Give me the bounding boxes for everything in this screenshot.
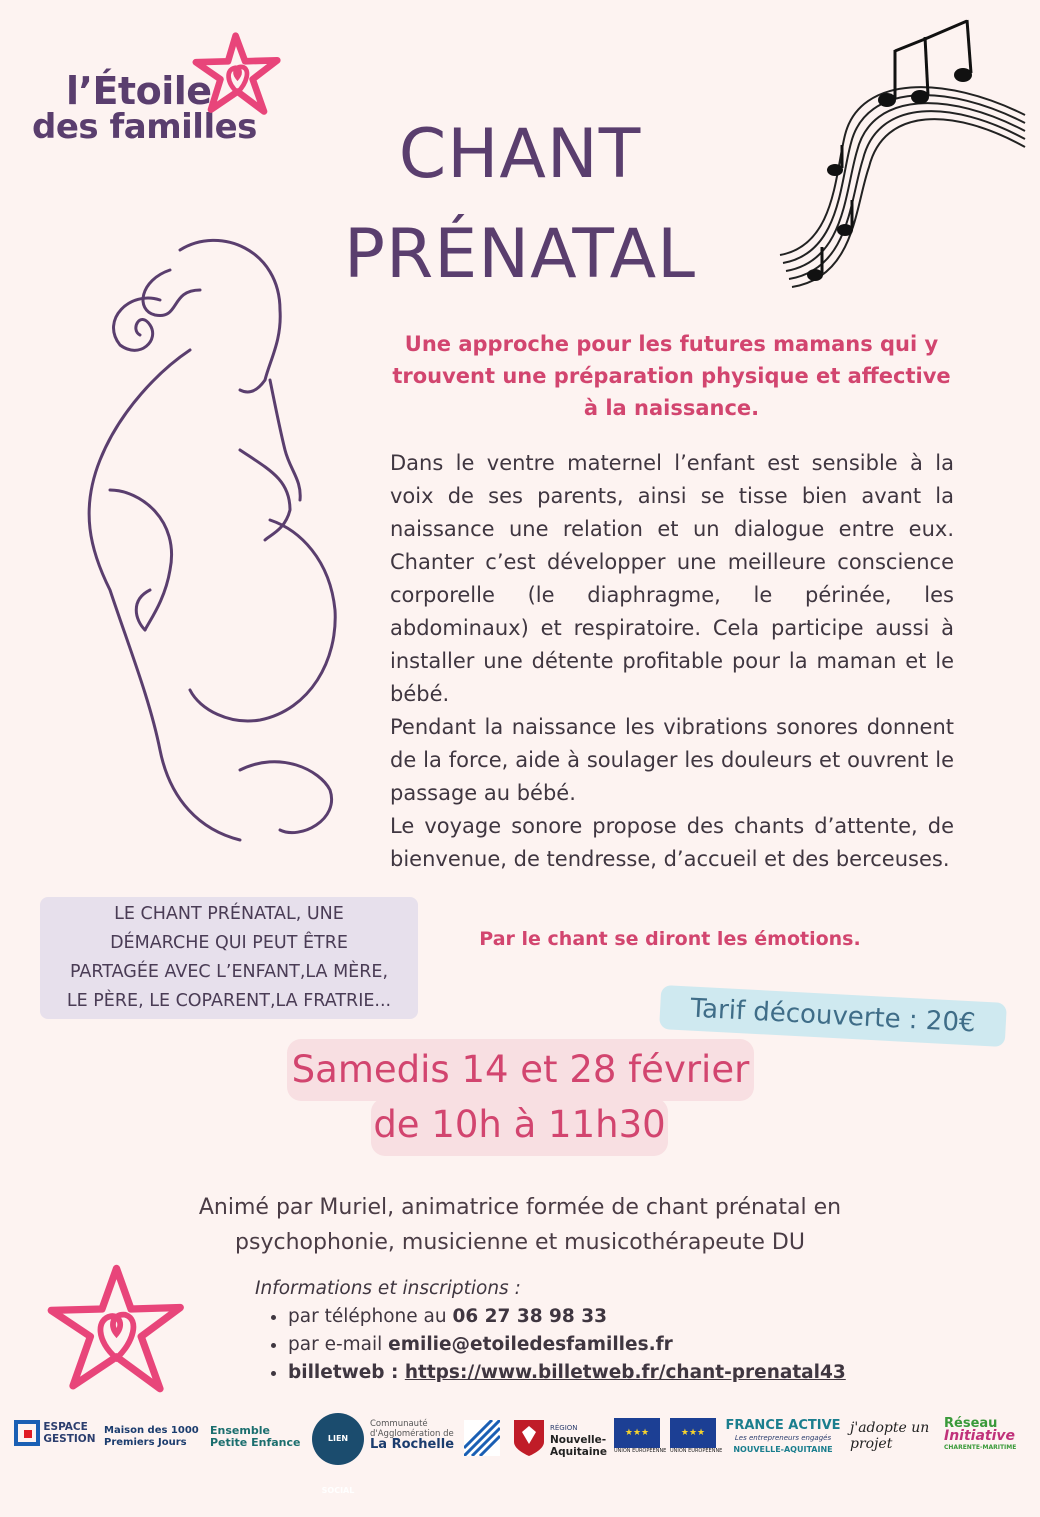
email-label: par e-mail <box>288 1334 389 1355</box>
partner-ensemble: Ensemble Petite Enfance <box>210 1424 301 1449</box>
agglo-city: La Rochelle <box>370 1437 455 1452</box>
partner-jadopte: j'adopte un projet <box>850 1420 930 1452</box>
partner-region <box>550 1422 608 1458</box>
star-heart-icon <box>190 30 285 120</box>
partner-lien-social: LIEN SOCIAL <box>312 1413 364 1465</box>
side-note-box <box>40 897 418 1019</box>
description-paragraph-2: Pendant la naissance les vibrations sonores donnent de la force, aide à soulager les douleurs et ouvrent le passage au bébé. <box>390 715 954 805</box>
phone-number[interactable]: 06 27 38 98 33 <box>452 1306 607 1327</box>
partner-reseau-initiative <box>944 1418 1038 1454</box>
region-crest-icon <box>512 1418 546 1458</box>
contact-phone <box>288 1303 935 1331</box>
pregnant-woman-illustration <box>40 230 380 850</box>
side-note-line: LE PÈRE, LE COPARENT,LA FRATRIE... <box>66 991 392 1011</box>
description-paragraph-1: Dans le ventre maternel l’enfant est sensible à la voix de ses parents, ainsi se tisse bien avant la naissance une relation et un dialogue entre eux. Chanter c’est développer une meilleure conscience corporelle (le diaphragme, le périnée, les abdominaux) et respiratoire. Cela participe aussi à installer une détente profitable pour la maman et le bébé. <box>390 451 954 706</box>
partner-maison-1000: Maison des 1000 Premiers Jours <box>104 1425 199 1448</box>
agglo-small: Communauté d'Agglomération de <box>370 1419 454 1439</box>
reseau-line1: Réseau <box>944 1416 998 1431</box>
region-small: RÉGION <box>550 1424 578 1432</box>
phone-label: par téléphone au <box>288 1306 453 1327</box>
logo-line1: l’Étoile <box>66 69 212 113</box>
eu-flag-icon: ★★★ <box>614 1418 660 1448</box>
partner-agglo <box>370 1419 462 1451</box>
title-line2: PRÉNATAL <box>344 215 696 294</box>
partner-espace-gestion <box>14 1420 103 1446</box>
side-note-line: DÉMARCHE QUI PEUT ÊTRE <box>110 933 348 953</box>
title-line1: CHANT <box>398 115 642 194</box>
star-heart-icon <box>44 1260 189 1400</box>
description-paragraph-3: Le voyage sonore propose des chants d’attente, de bienvenue, de tendresse, d’accueil et des berceuses. <box>390 814 954 871</box>
animator-line1: Animé par Muriel, animatrice formée de chant prénatal en <box>198 1195 842 1220</box>
price-badge: Tarif découverte : 20€ <box>659 985 1007 1047</box>
emotion-tagline: Par le chant se diront les émotions. <box>479 928 861 950</box>
partner-eu-2 <box>670 1418 722 1455</box>
event-dates: Samedis 14 et 28 février <box>291 1048 750 1091</box>
contact-billetweb <box>288 1359 935 1387</box>
animator-text <box>140 1190 900 1260</box>
eu-flag-icon: ★★★ <box>670 1418 716 1448</box>
logo-line2: des familles <box>32 107 257 147</box>
side-note-line: LE CHANT PRÉNATAL, UNE <box>114 904 344 924</box>
espace-gestion-label: ESPACE GESTION <box>43 1421 96 1445</box>
agglo-stripes-icon <box>464 1420 500 1456</box>
region-name: Nouvelle-Aquitaine <box>550 1434 608 1458</box>
france-active-sub: Les entrepreneurs engagés <box>734 1434 832 1442</box>
espace-gestion-icon <box>14 1420 40 1446</box>
contact-info <box>255 1278 935 1387</box>
billetweb-label: billetweb : <box>288 1362 405 1383</box>
billetweb-link[interactable]: https://www.billetweb.fr/chant-prenatal43 <box>404 1362 846 1383</box>
eu2-label: UNION EUROPÉENNE <box>670 1448 723 1454</box>
intro-text: Une approche pour les futures mamans qui y trouvent une préparation physique et affective à la naissance. <box>392 332 951 420</box>
reseau-line3: CHARENTE-MARITIME <box>944 1444 1017 1451</box>
music-notes-icon <box>775 15 1030 300</box>
contact-heading: Informations et inscriptions : <box>255 1278 521 1299</box>
france-active-name: FRANCE ACTIVE <box>725 1418 841 1433</box>
animator-line2: psychophonie, musicienne et musicothérapeute DU <box>235 1230 805 1255</box>
reseau-line2: Initiative <box>944 1428 1016 1444</box>
partner-eu-1 <box>614 1418 666 1455</box>
france-active-region: NOUVELLE-AQUITAINE <box>733 1445 833 1454</box>
contact-email <box>288 1331 935 1359</box>
side-note-line: PARTAGÉE AVEC L’ENFANT,LA MÈRE, <box>69 962 389 982</box>
email-link[interactable]: emilie@etoiledesfamilles.fr <box>388 1334 673 1355</box>
eu1-label: UNION EUROPÉENNE <box>614 1448 667 1454</box>
partner-france-active <box>724 1420 842 1456</box>
event-time: de 10h à 11h30 <box>373 1103 666 1146</box>
description <box>390 447 954 876</box>
